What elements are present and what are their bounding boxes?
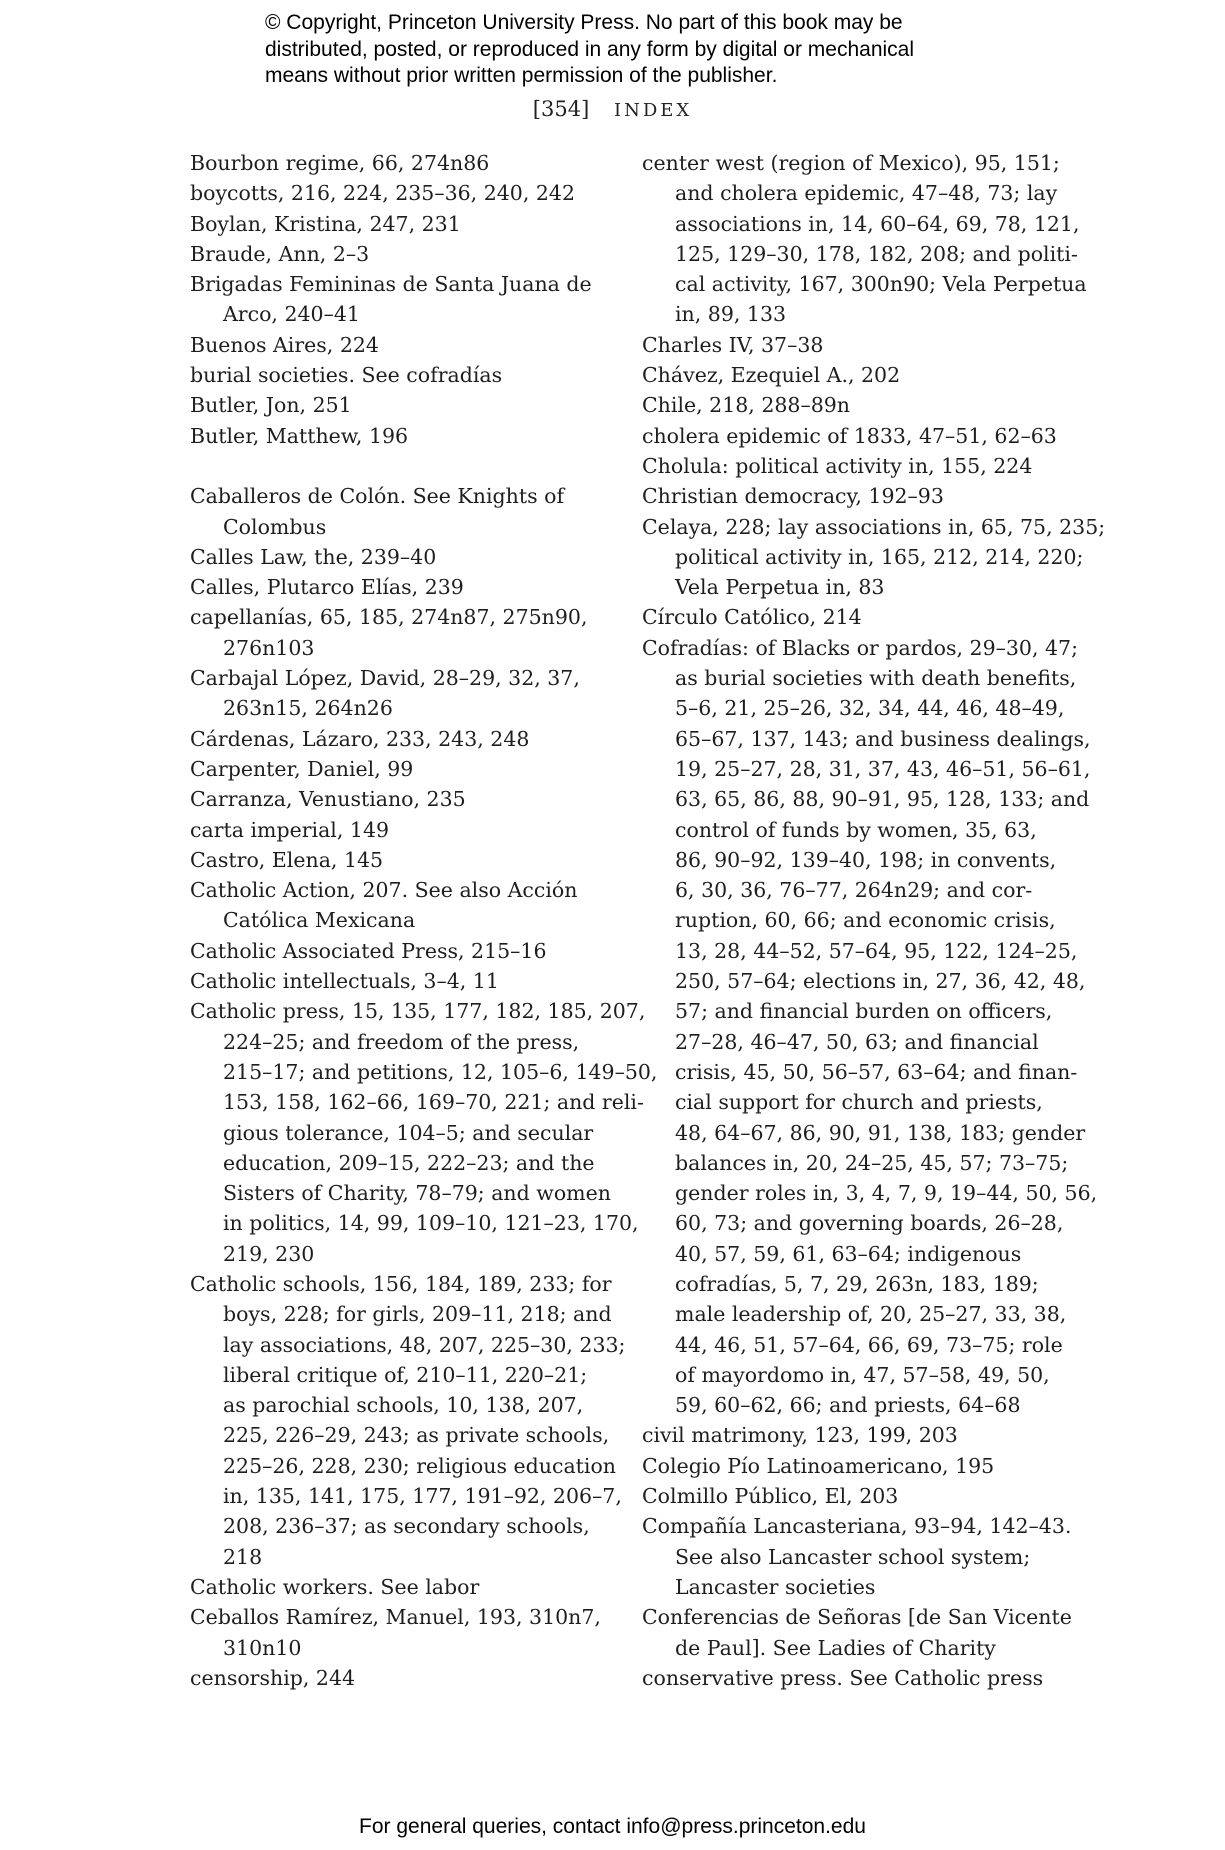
index-entry-line: Carpenter, Daniel, 99 [190,756,414,781]
index-entry-continuation: gender roles in, 3, 4, 7, 9, 19–44, 50, 56, [675,1181,1098,1206]
index-entry [190,1663,620,1693]
index-entry-continuation: control of funds by women, 35, 63, [675,817,1037,842]
copyright-line: © Copyright, Princeton University Press. No part of this book may be [265,11,903,34]
index-entry [190,845,620,875]
index-entry-continuation: crisis, 45, 50, 56–57, 63–64; and finan- [675,1059,1078,1084]
index-entry-continuation: 153, 158, 162–66, 169–70, 221; and reli- [223,1090,644,1115]
index-entry-continuation: boys, 228; for girls, 209–11, 218; and [223,1302,612,1327]
index-entry-continuation: Colombus [223,514,327,539]
index-entry-continuation: 19, 25–27, 28, 31, 37, 43, 46–51, 56–61, [675,756,1091,781]
index-entry-line: Calles, Plutarco Elías, 239 [190,575,464,600]
index-entry-continuation: Lancaster societies [675,1574,876,1599]
index-entry-line: censorship, 244 [190,1665,356,1690]
index-entry-continuation: 48, 64–67, 86, 90, 91, 138, 183; gender [675,1120,1086,1145]
index-entry [190,148,620,178]
index-entry-line: carta imperial, 149 [190,817,390,842]
index-column-left [190,148,658,1693]
index-entry-continuation: 65–67, 137, 143; and business dealings, [675,726,1091,751]
index-entry [642,1663,1082,1693]
index-entry [190,360,620,390]
index-entry-line: Butler, Jon, 251 [190,393,352,418]
index-entry-continuation: 86, 90–92, 139–40, 198; in convents, [675,847,1057,872]
index-entry-line: Butler, Matthew, 196 [190,423,409,448]
index-entry [190,815,620,845]
index-entry-continuation: ruption, 60, 66; and economic crisis, [675,908,1056,933]
index-entry-continuation: 225–26, 228, 230; religious education [223,1453,617,1478]
index-entry [642,1481,1082,1511]
index-entry-continuation: male leadership of, 20, 25–27, 33, 38, [675,1302,1067,1327]
index-column-right [642,148,1106,1693]
index-entry [190,724,620,754]
index-entry-line: Caballeros de Colón. See Knights of [190,484,565,509]
index-entry [190,572,620,602]
running-header [0,97,1225,121]
index-entry [642,481,1082,511]
index-entry-line: Catholic intellectuals, 3–4, 11 [190,969,499,994]
section-title: INDEX [613,100,693,121]
index-entry-line: Catholic schools, 156, 184, 189, 233; for [190,1271,612,1296]
index-entry [190,239,620,269]
index-entry-continuation: 125, 129–30, 178, 182, 208; and politi- [675,241,1078,266]
index-entry-continuation: 225, 226–29, 243; as private schools, [223,1423,610,1448]
index-entry [190,390,620,420]
index-entry-continuation: lay associations, 48, 207, 225–30, 233; [223,1332,626,1357]
copyright-notice [265,10,1025,90]
index-entry-continuation: political activity in, 165, 212, 214, 220; [675,544,1084,569]
index-entry [190,663,620,724]
index-entry-line: Círculo Católico, 214 [642,605,862,630]
index-entry [190,936,620,966]
index-entry-line: boycotts, 216, 224, 235–36, 240, 242 [190,181,576,206]
index-entry [642,602,1082,632]
index-entry-line: Catholic Action, 207. See also Acción [190,878,578,903]
index-entry-line: Ceballos Ramírez, Manuel, 193, 310n7, [190,1605,601,1630]
index-entry [190,1602,620,1663]
index-entry-continuation: Católica Mexicana [223,908,416,933]
index-entry-line: Compañía Lancasteriana, 93–94, 142–43. [642,1514,1072,1539]
index-entry-continuation: 250, 57–64; elections in, 27, 36, 42, 48, [675,969,1086,994]
index-entry-line: cholera epidemic of 1833, 47–51, 62–63 [642,423,1057,448]
index-entry [190,784,620,814]
index-entry-continuation: gious tolerance, 104–5; and secular [223,1120,594,1145]
index-entry-continuation: and cholera epidemic, 47–48, 73; lay [675,181,1058,206]
index-entry-continuation: 5–6, 21, 25–26, 32, 34, 44, 46, 48–49, [675,696,1065,721]
index-entry-line: Catholic Associated Press, 215–16 [190,938,547,963]
index-entry-continuation: 63, 65, 86, 88, 90–91, 95, 128, 133; and [675,787,1090,812]
page-number: [354] [532,97,590,121]
index-entry-continuation: See also Lancaster school system; [675,1544,1031,1569]
index-letter-gap [190,451,620,481]
index-entry-line: Braude, Ann, 2–3 [190,241,370,266]
index-entry-continuation: 60, 73; and governing boards, 26–28, [675,1211,1064,1236]
index-entry [190,269,620,330]
index-entry [190,1572,620,1602]
index-entry-continuation: cial support for church and priests, [675,1090,1043,1115]
index-entry [190,996,658,1269]
index-entry-line: Colmillo Público, El, 203 [642,1484,899,1509]
index-entry-continuation: 218 [223,1544,263,1569]
index-entry-continuation: 215–17; and petitions, 12, 105–6, 149–50, [223,1059,658,1084]
index-entry-line: Conferencias de Señoras [de San Vicente [642,1605,1072,1630]
index-entry [190,875,620,936]
index-entry-line: Catholic press, 15, 135, 177, 182, 185, 207, [190,999,646,1024]
index-entry-continuation: 27–28, 46–47, 50, 63; and financial [675,1029,1039,1054]
index-entry [642,512,1106,603]
index-entry-continuation: of mayordomo in, 47, 57–58, 49, 50, [675,1362,1050,1387]
copyright-line: distributed, posted, or reproduced in any form by digital or mechanical [265,37,915,61]
index-entry [642,1420,1082,1450]
index-entry-continuation: 57; and financial burden on officers, [675,999,1053,1024]
index-entry-continuation: balances in, 20, 24–25, 45, 57; 73–75; [675,1150,1069,1175]
index-entry-line: Cofradías: of Blacks or pardos, 29–30, 47; [642,635,1078,660]
index-entry-continuation: as parochial schools, 10, 138, 207, [223,1393,584,1418]
index-entry-line: burial societies. See cofradías [190,363,503,388]
index-entry-continuation: in, 89, 133 [675,302,787,327]
index-entry [642,1511,1082,1602]
index-entry-continuation: education, 209–15, 222–23; and the [223,1150,595,1175]
index-entry-line: Carranza, Venustiano, 235 [190,787,466,812]
index-entry-line: Christian democracy, 192–93 [642,484,944,509]
index-entry-continuation: 6, 30, 36, 76–77, 264n29; and cor- [675,878,1033,903]
index-entry-continuation: Vela Perpetua in, 83 [675,575,885,600]
index-entry [642,390,1082,420]
index-entry-continuation: as burial societies with death benefits, [675,666,1077,691]
index-entry-continuation: Sisters of Charity, 78–79; and women [223,1181,611,1206]
index-entry-continuation: 224–25; and freedom of the press, [223,1029,580,1054]
index-entry-continuation: 208, 236–37; as secondary schools, [223,1514,590,1539]
index-entry [190,178,620,208]
index-entry-line: capellanías, 65, 185, 274n87, 275n90, [190,605,588,630]
index-entry-continuation: 40, 57, 59, 61, 63–64; indigenous [675,1241,1022,1266]
copyright-line: means without prior written permission of the publisher. [265,64,778,87]
index-entry [642,148,1087,330]
index-entry-line: conservative press. See Catholic press [642,1665,1044,1690]
index-entry-line: Castro, Elena, 145 [190,847,384,872]
index-entry-continuation: 59, 60–62, 66; and priests, 64–68 [675,1393,1021,1418]
index-entry-continuation: cofradías, 5, 7, 29, 263n, 183, 189; [675,1271,1039,1296]
index-entry-line: Calles Law, the, 239–40 [190,544,437,569]
index-entry [642,330,1082,360]
index-entry [642,633,1098,1421]
index-entry [190,1269,626,1572]
index-entry [642,1451,1082,1481]
index-entry [190,330,620,360]
index-entry-line: Chávez, Ezequiel A., 202 [642,363,901,388]
index-entry-line: center west (region of Mexico), 95, 151; [642,151,1060,175]
index-entry-continuation: 13, 28, 44–52, 57–64, 95, 122, 124–25, [675,938,1078,963]
index-entry-line: Celaya, 228; lay associations in, 65, 75, 235; [642,514,1106,539]
index-entry-continuation: liberal critique of, 210–11, 220–21; [223,1362,588,1387]
index-entry-line: Cárdenas, Lázaro, 233, 243, 248 [190,726,530,751]
index-entry [642,451,1082,481]
index-entry [190,754,620,784]
index-entry-line: civil matrimony, 123, 199, 203 [642,1423,958,1448]
index-entry-line: Bourbon regime, 66, 274n86 [190,151,490,175]
index-entry [190,602,620,663]
index-entry-line: Brigadas Femininas de Santa Juana de [190,272,592,297]
footer-contact: For general queries, contact info@press.princeton.edu [359,1815,866,1838]
index-entry-line: Boylan, Kristina, 247, 231 [190,211,461,236]
index-entry-continuation: 44, 46, 51, 57–64, 66, 69, 73–75; role [675,1332,1063,1357]
index-entry-line: Carbajal López, David, 28–29, 32, 37, [190,666,580,691]
index-entry [190,481,620,542]
index-entry [190,542,620,572]
index-entry-continuation: associations in, 14, 60–64, 69, 78, 121, [675,211,1080,236]
index-entry-continuation: de Paul]. See Ladies of Charity [675,1635,996,1660]
index-entry-line: Chile, 218, 288–89n [642,393,850,418]
index-entry-continuation: 219, 230 [223,1241,315,1266]
index-entry-continuation: in politics, 14, 99, 109–10, 121–23, 170, [223,1211,639,1236]
index-entry [642,421,1082,451]
index-entry-continuation: 276n103 [223,635,315,660]
index-entry [190,421,620,451]
index-entry-line: Cholula: political activity in, 155, 224 [642,453,1033,478]
index-entry [642,360,1082,390]
index-entry [642,1602,1082,1663]
index-entry [190,966,620,996]
index-entry-line: Colegio Pío Latinoamericano, 195 [642,1453,995,1478]
index-entry-line: Catholic workers. See labor [190,1574,480,1599]
index-entry-continuation: 310n10 [223,1635,302,1660]
index-entry-line: Charles IV, 37–38 [642,332,824,357]
index-entry [190,209,620,239]
index-entry-continuation: Arco, 240–41 [223,302,360,327]
index-entry-continuation: in, 135, 141, 175, 177, 191–92, 206–7, [223,1484,622,1509]
index-entry-continuation: cal activity, 167, 300n90; Vela Perpetua [675,272,1087,297]
index-entry-continuation: 263n15, 264n26 [223,696,393,721]
index-entry-line: Buenos Aires, 224 [190,332,379,357]
